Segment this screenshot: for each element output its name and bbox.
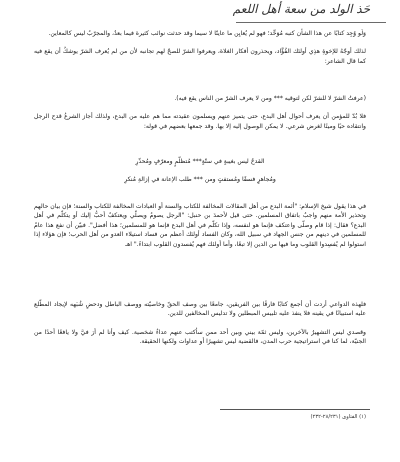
page-header [205,0,400,26]
verse-line: القدحُ ليس بغيبةٍ في ستّةٍ*** مُتظلّمٍ ومعرّفٍ ومُحذّرِ [135,158,265,165]
text-block-closing [34,300,366,347]
poem-quote: (عرفتُ الشرّ لا للشرّ لكن لتوقيه *** ومن لا يعرف الشرّ من الناس يقع فيه). [174,95,366,102]
text-block-quote [34,202,366,249]
paragraph: لذلك أوجّهُ للإخوةِ هذِي أولئك الفُؤَّاد، ويحذرون أفكار الغلاة، ويعرفوا الشرّ للصحّ لهم تجانبه لأن من لم يُعرف الشرّ يوشكُ أن يقع فيه كما قال الشاعر: [34,48,366,65]
paragraph: وَلَو وُجِد كتابًا عن هذا الشأن كتبه مُوَحِّد؛ فهو لم يُعايِن ما عاينّا لا سيما وقد حدثت نوائب كثيرة فيما بعدُ، والمجرّبُ ليس كالمعاين. [48,30,366,37]
text-block-poem [34,89,366,131]
paragraph: فلا بُدّ للمؤمن أن يعرف أحوال أهل البدع، حتى يتميز عنهم ويسلمون عقيدته مما هم عليه من البدع، ولذلك أجاز الشرعُ قدح الرجل وانتقاده حيًا وميتًا لغرض شرعي. لا يمكن الوصول إليه إلا بها. وقد جمعها بعضهم في قوله: [34,113,366,130]
text-block-intro [34,29,366,66]
paragraph: فلهذه الدواعي أردت أن أجمع كتابًا فارقًا بين الفريقين، جامعًا بين وصف الحقّ وخاصيّته ووصف الباطل ودحضِ شُبَهه لإيجاد المطّلع عليه استبيانًا في يقينه فلا ينفذ عليه تلبيس المبطلين ولا تدليس المخالفين للدين. [34,301,366,318]
verse-line: ومُجاهرٍ فسقًا ومُستفتٍ ومن *** طلب الإعانة في إزالةِ مُنكرِ [124,176,276,184]
paragraph: وقصدي ليس التشهيرُ بالآخرين، وليس ثمّة بيني وبين أحد ممن سأكتب عنهم عداءٌ شخصية. كيف وأنا لم أرَ فيَّ ولا يافعًا أحدًا من الجنيّة، لما كنا في استراتيجية حرب المدن، فالقضية ليس تشهيرًا أو عداوات ولكنها الحقيقة. [34,328,366,346]
header-title: حَذ الولد من سعة أهل اللعم [232,2,370,16]
paragraph: في هذا يقول شيخ الإسلام: "أئمة البدع من أهل المقالات المخالفة للكتاب والسنة أو العبادات المخالفة للكتاب والسنة؛ فإن بيان حالهم وتحذير الأمة منهم واجبٌ باتفاق المسلمين. حتى قيل لأحمدَ بن حنبل: "الرجل يصومُ ويصلّي ويعتكفُ أحبُّ إليك أو يتكلّم في أهل البدع؟ فقال: إذا قام وصلّى واعتكف فإنما هو لنفسه، وإذا تكلّم في أهل البدع فإنما هو للمسلمين؛ هذا أفضل". فبيّن أن نفع هذا عامٌ للمسلمين في دينهم من جنس الجهاد في سبيل الله، وكان الفساد أولئك أعظم من فساد استيلاء العدو من أهل الحرب؛ فإن هؤلاء إذا استولوا لم يُفسِدوا القلوب وما فيها من الدين إلا تبعًا، وأما أولئك فهم يُفسدون القلوب ابتداءً." اهـ [34,203,366,248]
poetry-verses [34,157,366,185]
footnote: (١) الفتاوى (٢٨/٢٣١-٢٣٢) [310,414,366,420]
footnote-divider [220,409,370,410]
